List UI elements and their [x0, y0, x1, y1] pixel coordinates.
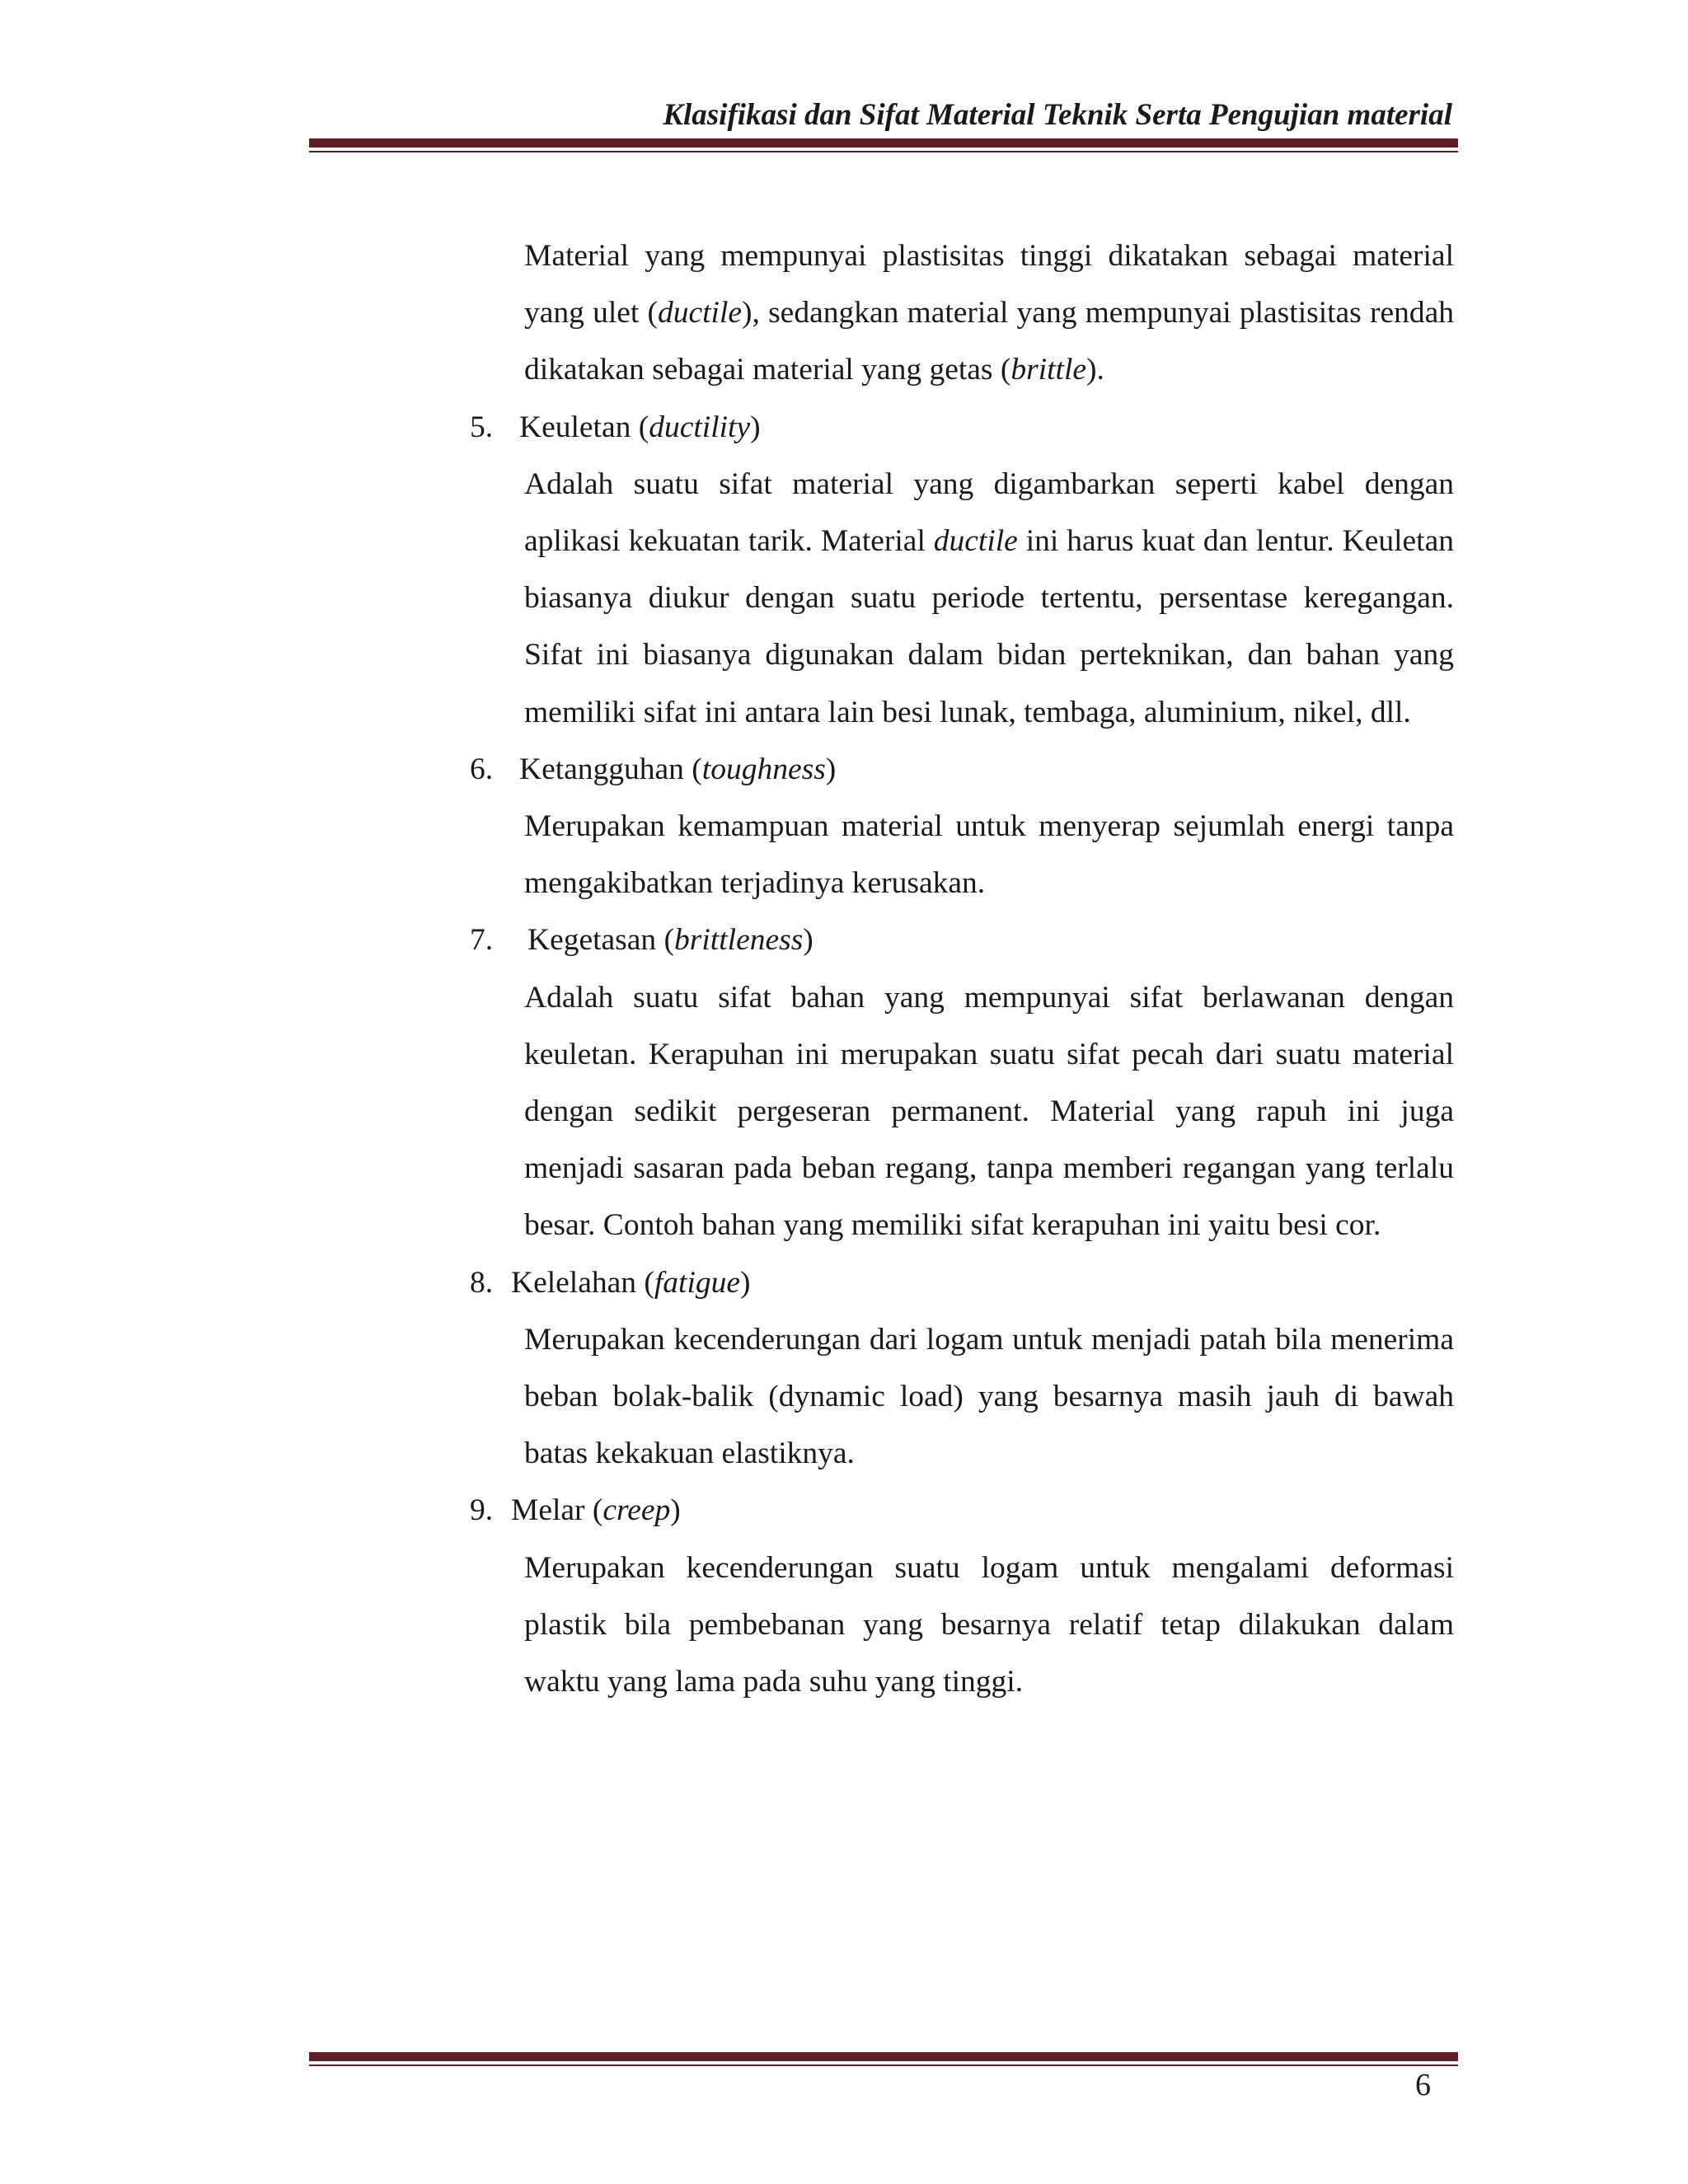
intro-text-2: ), sedangkan material yang mempunyai plastisitas rendah dikatakan sebagai material yang getas (	[524, 296, 1454, 387]
intro-paragraph	[524, 227, 1454, 399]
item-number: 6.	[470, 752, 494, 786]
item-heading-toughness	[470, 741, 1454, 798]
item-body-ductility	[524, 456, 1454, 741]
item-heading-brittleness	[470, 912, 1454, 968]
item-body-text-a: Adalah suatu sifat material yang digambarkan seperti kabel dengan aplikasi kekuatan tarik. Material	[524, 466, 1454, 559]
header-rule-thin-line	[309, 151, 1458, 152]
item-number: 8.	[470, 1265, 494, 1300]
footer-rule	[309, 2052, 1458, 2066]
item-term-italic: fatigue	[654, 1265, 741, 1300]
item-term-close: )	[825, 752, 837, 786]
item-number: 5.	[470, 410, 494, 444]
item-body-italic: ductile	[933, 524, 1018, 559]
header-rule-thick-line	[309, 138, 1458, 148]
item-body-creep: Merupakan kecenderungan suatu logam untuk mengalami deformasi plastik bila pembebanan yang besarnya relatif tetap dilakukan dalam waktu yang lama pada suhu yang tinggi.	[524, 1550, 1454, 1699]
footer-rule-thin-line	[309, 2064, 1458, 2066]
item-term: Melar (	[511, 1493, 603, 1528]
item-term: Ketangguhan (	[519, 752, 702, 786]
intro-text-1: Material yang mempunyai plastisitas tinggi dikatakan sebagai material yang ulet (	[524, 239, 1454, 330]
item-term: Kelelahan (	[511, 1265, 654, 1300]
item-heading-ductility	[470, 399, 1454, 456]
intro-italic-brittle: brittle	[1010, 353, 1087, 387]
item-term-italic: brittleness	[674, 923, 804, 958]
item-term-close: )	[750, 410, 761, 444]
item-term-italic: toughness	[701, 752, 826, 786]
item-body-brittleness: Adalah suatu sifat bahan yang mempunyai sifat berlawanan dengan keuletan. Kerapuhan ini merupakan suatu sifat pecah dari suatu material dengan sedikit pergeseran permanent. Material yang rapuh ini juga menjadi sasaran pada beban regang, tanpa memberi regangan yang terlalu besar. Contoh bahan yang memiliki sifat kerapuhan ini yaitu besi cor.	[524, 980, 1454, 1243]
item-term: Keuletan (	[519, 410, 649, 444]
running-header-title: Klasifikasi dan Sifat Material Teknik Serta Pengujian material	[663, 98, 1452, 132]
item-body-text-b: ini harus kuat dan lentur. Keuletan biasanya diukur dengan suatu periode tertentu, persentase keregangan. Sifat ini biasanya digunakan dalam bidan perteknikan, dan bahan yang memiliki sifat ini antara lain besi lunak, tembaga, aluminium, nikel, dll.	[524, 524, 1454, 729]
header-rule	[309, 138, 1458, 152]
page-body	[470, 227, 1454, 1710]
intro-text-3: ).	[1086, 353, 1104, 387]
item-heading-creep	[470, 1482, 1454, 1539]
item-number: 7.	[470, 923, 494, 958]
item-term-close: )	[803, 923, 814, 958]
item-number: 9.	[470, 1493, 494, 1528]
intro-italic-ductile: ductile	[657, 296, 743, 330]
item-term-close: )	[740, 1265, 751, 1300]
item-term-close: )	[670, 1493, 681, 1528]
footer-rule-thick-line	[309, 2052, 1458, 2061]
item-term-italic: ductility	[649, 410, 751, 444]
item-term: Kegetasan (	[528, 923, 675, 958]
page-number: 6	[1415, 2068, 1431, 2102]
item-body-toughness: Merupakan kemampuan material untuk menyerap sejumlah energi tanpa mengakibatkan terjadinya kerusakan.	[524, 809, 1454, 901]
item-heading-fatigue	[470, 1254, 1454, 1311]
item-body-fatigue: Merupakan kecenderungan dari logam untuk menjadi patah bila menerima beban bolak-balik (dynamic load) yang besarnya masih jauh di bawah batas kekakuan elastiknya.	[524, 1322, 1454, 1471]
item-term-italic: creep	[603, 1493, 671, 1528]
